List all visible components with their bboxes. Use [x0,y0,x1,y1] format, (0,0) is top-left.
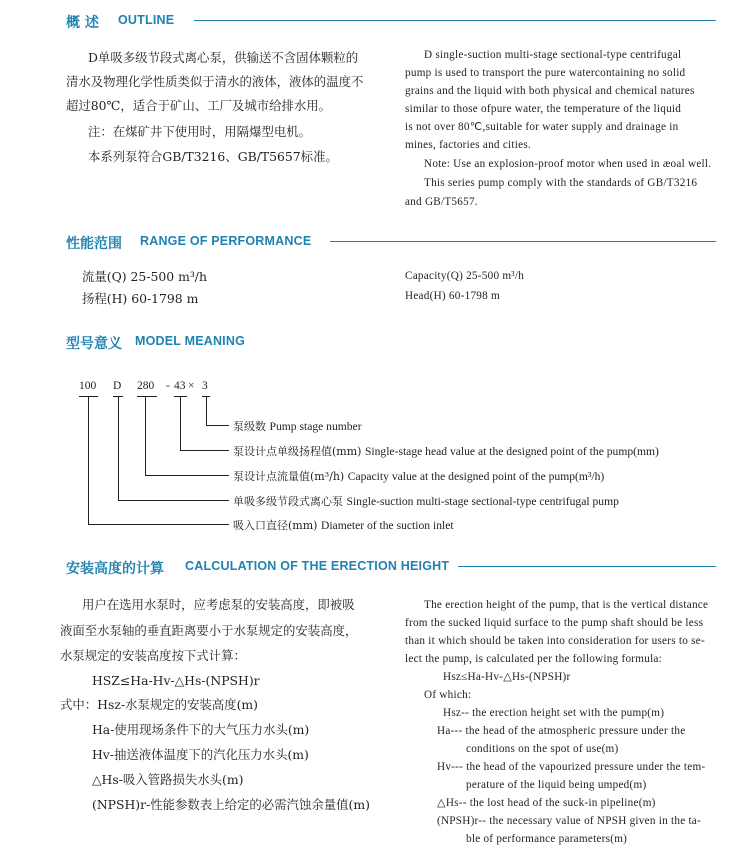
text-line: than it which should be taken into consideration for users to se- [405,635,705,647]
text-line: and GB/T5657. [405,196,478,208]
legend-zh: 单吸多级节段式离心泵 [233,495,347,508]
en-flow-range: Capacity(Q) 25-500 m³/h [405,270,525,282]
text-line: grains and the liquid with both physical and chemical natures [405,85,695,97]
legend-zh: 泵设计点单级扬程值(mm) [233,445,365,458]
code-head: 43 [174,380,186,392]
code-times: × [188,380,195,392]
text-line: Hv--- the head of the vapourized pressure under the tem- [437,761,706,773]
text-line: Of which: [424,689,472,701]
text-line: similar to those ofpure water, the temperature of the liquid [405,103,682,115]
text-line: The erection height of the pump, that is the vertical distance [424,599,709,611]
text-line: D single-suction multi-stage sectional-type centrifugal [424,49,682,61]
legend-en: Diameter of the suction inlet [320,519,454,532]
code-capacity: 280 [137,380,155,392]
text-line: Hv-抽送液体温度下的汽化压力水头(m) [92,747,309,762]
text-line: pump is used to transport the pure watercontaining no solid [405,67,686,79]
text-line: lect the pump, is calculated per the following formula: [405,653,663,665]
leader-stage [207,397,230,426]
section-title-en: CALCULATION OF THE ERECTION HEIGHT [185,559,450,573]
text-line: perature of the liquid being umped(m) [466,779,647,791]
section-divider [458,566,716,567]
legend-en: Capacity value at the designed point of the pump(m³/h) [347,470,605,483]
section-title-en: OUTLINE [118,13,175,27]
text-line: Ha--- the head of the atmospheric pressure under the [437,725,686,737]
text-line: Hsz-- the erection height set with the pump(m) [443,707,665,719]
text-line: mines, factories and cities. [405,139,531,151]
formula-en: Hsz≤Ha-Hv-△Hs-(NPSH)r [443,671,571,683]
text-line: from the sucked liquid surface to the pump shaft should be less [405,617,704,629]
formula-zh: HSZ≤Ha-Hv-△Hs-(NPSH)r [92,673,260,688]
text-line: 超过80℃，适合于矿山、工厂及城市给排水用。 [66,98,332,113]
legend-zh: 吸入口直径(mm) [233,519,321,532]
text-line: This series pump comply with the standards of GB/T3216 [424,177,698,189]
section-title-zh: 安装高度的计算 [66,561,164,577]
code-pump-type: D [113,380,122,392]
text-line: (NPSH)r-性能参数表上给定的必需汽蚀余量值(m) [92,797,370,812]
code-stage-count: 3 [202,380,208,392]
code-inlet-diameter: 100 [79,380,97,392]
leader-type [119,397,230,501]
en-head-range: Head(H) 60-1798 m [405,290,500,302]
text-line: conditions on the spot of use(m) [466,743,619,755]
legend-inlet-diameter [233,517,454,533]
text-line: D单吸多级节段式离心泵，供输送不含固体颗粒的 [88,50,359,65]
leader-inlet [89,397,230,525]
section-header-erection [66,558,716,580]
legend-en: Single-stage head value at the designed point of the pump(mm) [364,445,659,458]
text-line: ble of performance parameters(m) [466,833,628,845]
legend-en: Single-suction multi-stage sectional-type centrifugal pump [346,495,619,508]
legend-capacity-value [233,468,604,484]
text-line: △Hs-- the lost head of the suck-in pipeline(m) [437,797,656,809]
leader-head [181,397,230,451]
text-line: 本系列泵符合GB/T3216、GB/T5657标准。 [88,149,338,164]
legend-stage-number [233,418,362,434]
section-title-en: MODEL MEANING [135,334,246,348]
text-line: 水泵规定的安装高度按下式计算： [60,648,246,663]
section-title-zh: 概 述 [66,15,99,31]
zh-flow-range: 流量(Q) 25-500 m³/h [82,269,207,284]
text-line: Note: Use an explosion-proof motor when used in æoal well. [424,158,712,170]
code-dash: - [166,380,170,392]
text-line: 注：在煤矿井下使用时，用隔爆型电机。 [88,124,312,139]
section-title-zh: 型号意义 [66,336,122,352]
legend-zh: 泵级数 [233,420,270,433]
leader-capacity [146,397,230,476]
text-line: 液面至水泵轴的垂直距离要小于水泵规定的安装高度， [60,623,358,638]
section-title-zh: 性能范围 [66,236,122,252]
text-line: Ha-使用现场条件下的大气压力水头(m) [92,722,310,737]
legend-zh: 泵设计点流量值(m³/h) [233,470,348,483]
text-line: △Hs-吸入管路损失水头(m) [92,772,244,787]
section-title-en: RANGE OF PERFORMANCE [140,234,312,248]
text-line: 式中：Hsz-水泵规定的安装高度(m) [60,697,258,712]
text-line: 清水及物理化学性质类似于清水的液体，液体的温度不 [66,74,364,89]
text-line: (NPSH)r-- the necessary value of NPSH given in the ta- [437,815,702,827]
zh-head-range: 扬程(H) 60-1798 m [82,291,199,306]
text-line: 用户在选用水泵时，应考虑泵的安装高度，即被吸 [82,597,355,612]
legend-en: Pump stage number [269,420,362,433]
text-line: is not over 80℃,suitable for water supply and drainage in [405,121,679,133]
legend-pump-type [233,493,619,509]
legend-head-value [233,443,659,459]
